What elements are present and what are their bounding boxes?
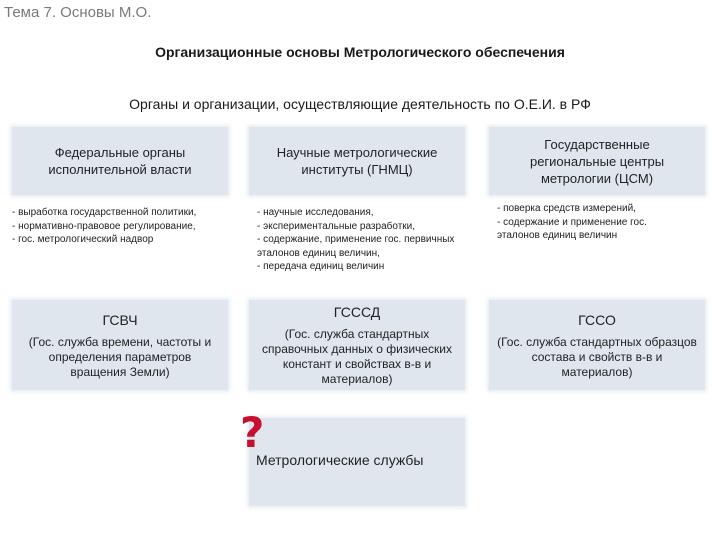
scientific-institutes-functions [257,206,454,274]
metrology-services-label: Метрологические службы [256,452,424,468]
gsso-description: (Гос. служба стандартных образцов состава и свойств в-в и материалов) [497,334,697,379]
federal-organs-functions [12,206,196,247]
regional-function-3: эталонов единиц величин [497,230,618,241]
institute-function-2: - экспериментальные разработки, [257,220,416,232]
gsso-box [489,300,705,390]
regional-centers-line-3: метрологии (ЦСМ) [540,170,654,186]
institute-function-5: - передача единиц величин [257,261,385,272]
institute-function-3: - содержание, применение гос. первичных [257,234,455,245]
institute-function-4: эталонов единиц величин, [257,247,380,259]
regional-centers-box [489,127,705,195]
topic-label: Тема 7. Основы М.О. [4,4,152,21]
regional-function-2: - содержание и применение гос. [497,216,647,228]
institute-function-1: - научные исследования, [257,207,374,218]
scientific-institutes-box [249,127,465,195]
gsvch-name: ГСВЧ [102,311,138,328]
scientific-institutes-line-2: институты (ГНМЦ) [301,162,413,177]
federal-function-1: - выработка государственной политики, [12,207,197,218]
gsvch-description: (Гос. служба времени, частоты и определения параметров вращения Земли) [28,334,212,379]
scientific-institutes-line-1: Научные метрологические [276,145,438,160]
gsssd-description: (Гос. служба стандартных справочных данных о физических констант и свойствах в-в и материалов) [262,327,452,386]
gsssd-box [249,300,465,390]
federal-function-3: - гос. метрологический надвор [12,234,154,245]
gsssd-name: ГСССД [333,304,381,320]
question-mark-icon: ? [240,408,265,457]
federal-function-2: - нормативно-правовое регулирование, [12,220,196,232]
regional-centers-line-2: региональные центры [529,153,665,169]
slide-subtitle: Органы и организации, осуществляющие деятельность по О.Е.И. в РФ [129,96,591,112]
federal-organs-box [12,127,228,195]
slide-title: Организационные основы Метрологического обеспечения [155,44,565,60]
federal-organs-line-2: исполнительной власти [48,162,192,177]
regional-centers-line-1: Государственные [544,136,650,152]
federal-organs-line-1: Федеральные органы [54,145,186,160]
regional-function-1: - поверка средств измерений, [497,203,636,214]
gsso-name: ГССО [578,311,616,328]
regional-centers-functions [497,202,647,243]
gsvch-box [12,300,228,390]
